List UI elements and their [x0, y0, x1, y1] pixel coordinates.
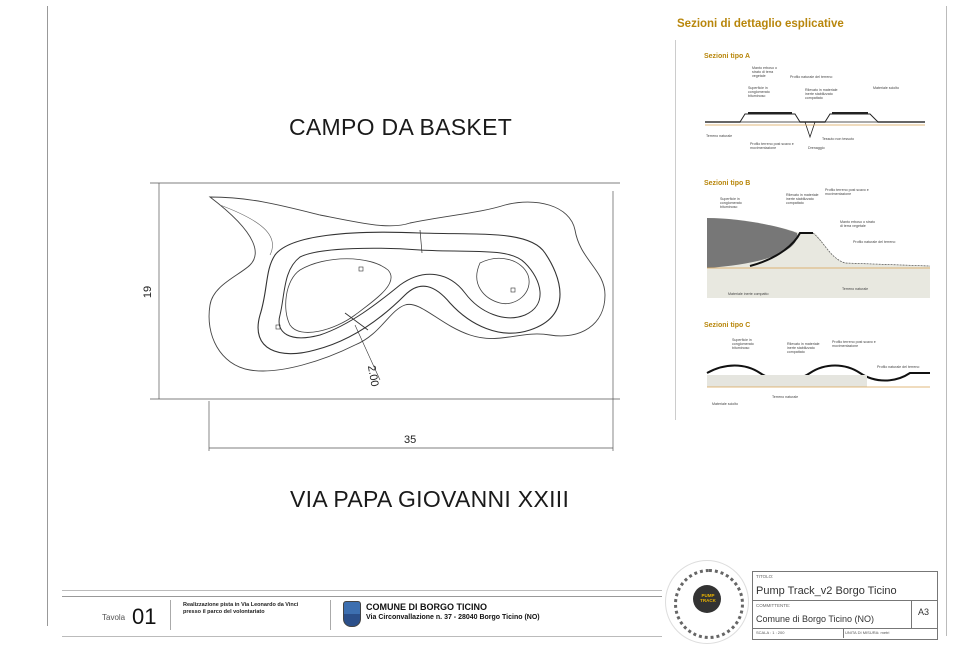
section-a-label-2: Profilo naturale del terreno: [790, 75, 833, 79]
section-b-label-6: Materiale inerte compatto: [728, 292, 769, 296]
section-b-label-1: Profilo terreno post scavo e movimentazione: [825, 188, 869, 197]
section-c-label-6: Materiale sciolto: [712, 402, 738, 406]
municipality-crest: [343, 601, 361, 627]
pump-track-plan: [150, 175, 630, 465]
track-inner-edge: [279, 248, 540, 338]
scala-value: SCALA : 1 : 200: [756, 630, 785, 635]
tavola-label: Tavola: [102, 613, 126, 622]
track-outer-edge: [258, 232, 560, 353]
municipality-address: Via Circonvallazione n. 37 - 28040 Borgo Ticino (NO): [366, 614, 540, 621]
section-a-label-4: Rilevato in materiale inerte stabilizzato compattato: [805, 88, 838, 101]
section-a-label-7: Profilo terreno post scavo e movimentazione: [750, 142, 794, 151]
section-a-title: Sezioni tipo A: [704, 53, 751, 60]
info-box-row-2: [753, 628, 937, 629]
municipality-name: COMUNE DI BORGO TICINO: [366, 602, 487, 612]
section-a-surface-1: [748, 112, 792, 114]
info-box-col: [911, 600, 912, 628]
sections-divider: [675, 40, 676, 420]
section-b-label-4: Manto erboso o strato di terra vegetale: [840, 220, 875, 229]
format-value: A3: [918, 607, 930, 617]
dim-track-label: 2.00: [364, 364, 381, 388]
outer-outline-inner: [220, 205, 273, 255]
section-a-label-6: Terreno naturale: [706, 134, 733, 138]
section-c-label-4: Profilo naturale del terreno: [877, 365, 920, 369]
titolo-label: TITOLO:: [756, 574, 774, 579]
section-a-surface-2: [832, 112, 868, 114]
section-c-label-2: Rilevato in materiale inerte stabilizzato compattato: [787, 342, 820, 355]
tavola-number: 01: [132, 604, 157, 629]
unita-value: UNITA DI MISURA: metri: [845, 630, 890, 635]
section-a-label-8: Tessuto non tessuto: [822, 137, 854, 141]
titolo-value: Pump Track_v2 Borgo Ticino: [756, 585, 897, 597]
outer-outline: [209, 197, 605, 371]
island-left: [286, 259, 391, 333]
title-block-bottom: [62, 636, 662, 637]
tavola-divider: [170, 600, 171, 630]
project-line-1: Realizzazione pista in Via Leonardo da Vinci: [183, 602, 299, 608]
section-a-profile: [705, 114, 925, 122]
label-campo-basket: CAMPO DA BASKET: [289, 114, 513, 140]
section-b-label-7: Terreno naturale: [842, 287, 869, 291]
section-c-label-1: Superficie in conglomerato bituminoso: [732, 338, 754, 351]
label-street: VIA PAPA GIOVANNI XXIII: [290, 486, 570, 512]
dim-width-label: 35: [404, 434, 417, 446]
dim-height-label: 19: [142, 285, 155, 299]
project-line-2: presso il parco del volontariato: [183, 609, 265, 615]
pump-track-logo: [665, 560, 749, 644]
title-block-top: [62, 590, 662, 591]
info-box-col-2: [843, 628, 844, 638]
logo-text: PUMP TRACK: [700, 593, 716, 603]
section-c-title: Sezioni tipo C: [704, 322, 751, 329]
sheet-border-right: [946, 6, 947, 636]
section-a-label-5: Materiale sciolto: [873, 86, 899, 90]
section-b-title: Sezioni tipo B: [704, 180, 751, 187]
section-b-label-2: Superficie in conglomerato bituminoso: [720, 197, 742, 210]
section-c-label-3: Profilo terreno post scavo e movimentazione: [832, 340, 876, 349]
island-right: [477, 258, 529, 303]
section-b-label-3: Rilevato in materiale inerte stabilizzato compattato: [786, 193, 819, 206]
municipality-divider: [330, 600, 331, 630]
title-block-top-double: [62, 596, 662, 597]
info-box-row-1: [753, 600, 937, 601]
section-b-label-5: Profilo naturale del terreno: [853, 240, 896, 244]
section-a-label-9: Drenaggio: [808, 146, 825, 150]
section-a-label-1: Manto erboso o strato di terra vegetale: [752, 66, 777, 79]
committente-value: Comune di Borgo Ticino (NO): [756, 614, 875, 624]
marker-1: [359, 267, 363, 271]
section-a-label-3: Superficie in conglomerato bituminoso: [748, 86, 770, 99]
section-c-fill: [707, 375, 867, 387]
section-a-drain: [805, 122, 815, 137]
marker-2: [511, 288, 515, 292]
committente-label: COMMITTENTE:: [756, 603, 791, 608]
section-c-diagram: [705, 355, 935, 415]
sections-title: Sezioni di dettaglio esplicative: [677, 18, 844, 30]
section-c-label-5: Terreno naturale: [772, 395, 799, 399]
sheet-border-left: [47, 6, 48, 626]
